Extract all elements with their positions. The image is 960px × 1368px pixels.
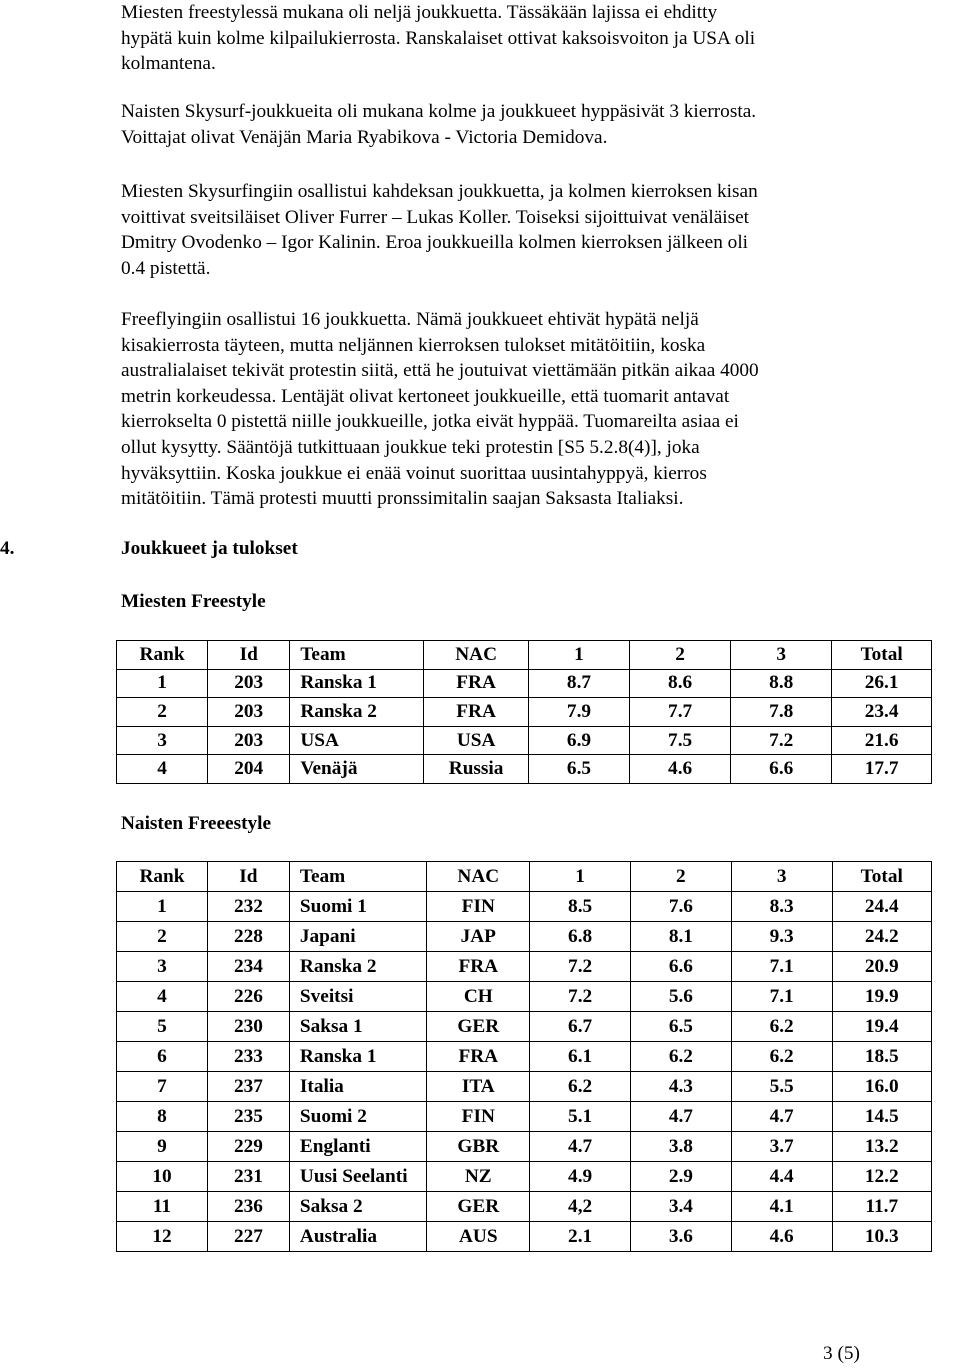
text-line: Voittajat olivat Venäjän Maria Ryabikova - Victoria Demidova. bbox=[121, 126, 608, 148]
table-cell: 16.0 bbox=[832, 1072, 931, 1102]
table-cell: JAP bbox=[427, 922, 530, 952]
table-cell: 7.5 bbox=[630, 726, 731, 755]
table-cell: 24.2 bbox=[832, 922, 931, 952]
table-cell: NZ bbox=[427, 1162, 530, 1192]
table-cell: 6.6 bbox=[731, 755, 832, 784]
table-cell: 7.1 bbox=[731, 952, 832, 982]
table-cell: 8.5 bbox=[530, 892, 631, 922]
table-cell: 9.3 bbox=[731, 922, 832, 952]
table-cell: 6.2 bbox=[530, 1072, 631, 1102]
text-line: australialaiset tekivät protestin siitä, että he joutuivat viettämään pitkän aikaa 4000 bbox=[121, 360, 759, 382]
table-row bbox=[117, 1222, 932, 1252]
table-cell: 230 bbox=[207, 1012, 289, 1042]
table-row bbox=[117, 1102, 932, 1132]
table-cell: 204 bbox=[208, 755, 290, 784]
table-cell: 1 bbox=[117, 669, 208, 698]
table-header-row bbox=[117, 862, 932, 892]
table-cell: 233 bbox=[207, 1042, 289, 1072]
table-row bbox=[117, 1042, 932, 1072]
table-cell: 19.4 bbox=[832, 1012, 931, 1042]
table-cell: 7.2 bbox=[530, 982, 631, 1012]
paragraph-women-skysurf-summary bbox=[121, 99, 881, 150]
table-cell: 4.4 bbox=[731, 1162, 832, 1192]
table-cell: GER bbox=[427, 1192, 530, 1222]
text-line: hypätä kuin kolme kilpailukierrosta. Ranskalaiset ottivat kaksoisvoiton ja USA oli bbox=[121, 27, 756, 49]
table-row bbox=[117, 755, 932, 784]
table-cell: Ranska 1 bbox=[290, 669, 424, 698]
table-cell: USA bbox=[290, 726, 424, 755]
table-cell: USA bbox=[424, 726, 529, 755]
table-cell: 235 bbox=[207, 1102, 289, 1132]
table-cell: 234 bbox=[207, 952, 289, 982]
column-header: NAC bbox=[427, 862, 530, 892]
text-line: metrin korkeudessa. Lentäjät olivat kertoneet joukkueille, että tuomarit antavat bbox=[121, 385, 730, 407]
table-cell: Ranska 2 bbox=[289, 952, 426, 982]
table-cell: 6.2 bbox=[630, 1042, 731, 1072]
men-freestyle-table bbox=[116, 640, 932, 784]
table-cell: 4.3 bbox=[630, 1072, 731, 1102]
table-cell: GER bbox=[427, 1012, 530, 1042]
table-cell: 10.3 bbox=[832, 1222, 931, 1252]
column-header: Team bbox=[290, 641, 424, 670]
table-cell: 6.1 bbox=[530, 1042, 631, 1072]
table-cell: 9 bbox=[117, 1132, 208, 1162]
column-header: Rank bbox=[117, 641, 208, 670]
table-cell: 4.6 bbox=[630, 755, 731, 784]
text-line: hyväksyttiin. Koska joukkue ei enää voinut suorittaa uusintahyppyä, kierros bbox=[121, 462, 707, 484]
table-cell: Suomi 1 bbox=[289, 892, 426, 922]
table-cell: FRA bbox=[427, 1042, 530, 1072]
table-cell: 8.6 bbox=[630, 669, 731, 698]
table-cell: AUS bbox=[427, 1222, 530, 1252]
text-line: Freeflyingiin osallistui 16 joukkuetta. Nämä joukkueet ehtivät hypätä neljä bbox=[121, 309, 699, 330]
table-cell: 2.1 bbox=[530, 1222, 631, 1252]
table-row bbox=[117, 1072, 932, 1102]
table-cell: 228 bbox=[207, 922, 289, 952]
table-cell: 3.7 bbox=[731, 1132, 832, 1162]
table-cell: 7.7 bbox=[630, 698, 731, 727]
women-freestyle-title: Naisten Freeestyle bbox=[121, 813, 272, 834]
table-row bbox=[117, 922, 932, 952]
table-row bbox=[117, 1132, 932, 1162]
table-cell: 237 bbox=[207, 1072, 289, 1102]
section-title: Joukkueet ja tulokset bbox=[121, 538, 298, 559]
table-cell: 6.5 bbox=[630, 1012, 731, 1042]
table-cell: Ranska 1 bbox=[289, 1042, 426, 1072]
table-cell: 5 bbox=[117, 1012, 208, 1042]
column-header: Id bbox=[207, 862, 289, 892]
table-cell: 2 bbox=[117, 922, 208, 952]
men-freestyle-title: Miesten Freestyle bbox=[121, 591, 266, 612]
table-cell: 21.6 bbox=[832, 726, 932, 755]
table-cell: 14.5 bbox=[832, 1102, 931, 1132]
table-cell: 4 bbox=[117, 755, 208, 784]
table-cell: 226 bbox=[207, 982, 289, 1012]
table-cell: 20.9 bbox=[832, 952, 931, 982]
column-header: Rank bbox=[117, 862, 208, 892]
table-cell: 4,2 bbox=[530, 1192, 631, 1222]
table-cell: FIN bbox=[427, 892, 530, 922]
table-cell: 26.1 bbox=[832, 669, 932, 698]
table-cell: GBR bbox=[427, 1132, 530, 1162]
table-cell: 18.5 bbox=[832, 1042, 931, 1072]
table-cell: Englanti bbox=[289, 1132, 426, 1162]
table-cell: 2 bbox=[117, 698, 208, 727]
table-cell: 11 bbox=[117, 1192, 208, 1222]
paragraph-men-freestyle-summary bbox=[121, 0, 881, 77]
table-header-row bbox=[117, 641, 932, 670]
table-cell: 8.8 bbox=[731, 669, 832, 698]
table-cell: 6.5 bbox=[528, 755, 629, 784]
table-row bbox=[117, 892, 932, 922]
paragraph-freeflying-summary bbox=[121, 307, 881, 512]
table-cell: 24.4 bbox=[832, 892, 931, 922]
table-row bbox=[117, 982, 932, 1012]
women-freestyle-table bbox=[116, 861, 932, 1252]
column-header: Id bbox=[208, 641, 290, 670]
column-header: Team bbox=[289, 862, 426, 892]
table-cell: 12 bbox=[117, 1222, 208, 1252]
text-line: 0.4 pistettä. bbox=[121, 257, 211, 279]
table-cell: 6.2 bbox=[731, 1012, 832, 1042]
column-header: NAC bbox=[424, 641, 529, 670]
table-cell: 4.9 bbox=[530, 1162, 631, 1192]
column-header: 1 bbox=[528, 641, 629, 670]
table-cell: 5.6 bbox=[630, 982, 731, 1012]
table-cell: 8.7 bbox=[528, 669, 629, 698]
table-row bbox=[117, 698, 932, 727]
table-cell: 6.2 bbox=[731, 1042, 832, 1072]
text-line: kierrokselta 0 pistettä niille joukkueille, jotka eivät hyppää. Tuomareilta asiaa ei bbox=[121, 411, 739, 433]
table-cell: 227 bbox=[207, 1222, 289, 1252]
table-cell: 3.8 bbox=[630, 1132, 731, 1162]
text-line: ollut kysytty. Sääntöjä tutkittuaan joukkue teki protestin [S5 5.2.8(4)], joka bbox=[121, 436, 700, 458]
table-cell: CH bbox=[427, 982, 530, 1012]
table-cell: 4 bbox=[117, 982, 208, 1012]
table-cell: 5.1 bbox=[530, 1102, 631, 1132]
table-cell: 231 bbox=[207, 1162, 289, 1192]
text-line: Dmitry Ovodenko – Igor Kalinin. Eroa joukkueilla kolmen kierroksen jälkeen oli bbox=[121, 232, 749, 254]
table-row bbox=[117, 1162, 932, 1192]
table-cell: Japani bbox=[289, 922, 426, 952]
table-cell: 6.7 bbox=[530, 1012, 631, 1042]
table-cell: 2.9 bbox=[630, 1162, 731, 1192]
page-number: 3 (5) bbox=[823, 1343, 860, 1364]
table-cell: 23.4 bbox=[832, 698, 932, 727]
table-cell: 6.9 bbox=[528, 726, 629, 755]
table-cell: Sveitsi bbox=[289, 982, 426, 1012]
table-cell: 236 bbox=[207, 1192, 289, 1222]
table-cell: 8.3 bbox=[731, 892, 832, 922]
table-cell: 203 bbox=[208, 726, 290, 755]
table-cell: 1 bbox=[117, 892, 208, 922]
table-cell: 17.7 bbox=[832, 755, 932, 784]
table-cell: 11.7 bbox=[832, 1192, 931, 1222]
table-cell: Saksa 2 bbox=[289, 1192, 426, 1222]
table-cell: 5.5 bbox=[731, 1072, 832, 1102]
column-header: Total bbox=[832, 641, 932, 670]
table-cell: 232 bbox=[207, 892, 289, 922]
table-cell: 13.2 bbox=[832, 1132, 931, 1162]
table-cell: 4.7 bbox=[630, 1102, 731, 1132]
table-cell: Russia bbox=[424, 755, 529, 784]
table-cell: 19.9 bbox=[832, 982, 931, 1012]
text-line: kisakierrosta täyteen, mutta neljännen kierroksen tulokset mitätöitiin, koska bbox=[121, 334, 706, 356]
table-cell: Suomi 2 bbox=[289, 1102, 426, 1132]
table-cell: ITA bbox=[427, 1072, 530, 1102]
table-cell: Venäjä bbox=[290, 755, 424, 784]
table-row bbox=[117, 952, 932, 982]
table-cell: Italia bbox=[289, 1072, 426, 1102]
table-cell: 4.7 bbox=[530, 1132, 631, 1162]
table-cell: 7.8 bbox=[731, 698, 832, 727]
women-freestyle-body bbox=[117, 862, 932, 1252]
table-cell: Ranska 2 bbox=[290, 698, 424, 727]
table-cell: 203 bbox=[208, 698, 290, 727]
table-cell: Saksa 1 bbox=[289, 1012, 426, 1042]
column-header: 3 bbox=[731, 641, 832, 670]
table-cell: FRA bbox=[427, 952, 530, 982]
table-cell: 3 bbox=[117, 726, 208, 755]
table-cell: FRA bbox=[424, 669, 529, 698]
table-cell: 10 bbox=[117, 1162, 208, 1192]
table-cell: 6.6 bbox=[630, 952, 731, 982]
section-number: 4. bbox=[0, 538, 15, 559]
text-line: mitätöitiin. Tämä protesti muutti pronssimitalin saajan Saksasta Italiaksi. bbox=[121, 488, 684, 510]
table-cell: 8 bbox=[117, 1102, 208, 1132]
table-cell: 7.6 bbox=[630, 892, 731, 922]
men-freestyle-body bbox=[117, 641, 932, 784]
table-cell: FRA bbox=[424, 698, 529, 727]
table-cell: 203 bbox=[208, 669, 290, 698]
text-line: Naisten Skysurf-joukkueita oli mukana kolme ja joukkueet hyppäsivät 3 kierrosta. bbox=[121, 101, 757, 122]
column-header: 2 bbox=[630, 862, 731, 892]
table-cell: 8.1 bbox=[630, 922, 731, 952]
text-line: voittivat sveitsiläiset Oliver Furrer – Lukas Koller. Toiseksi sijoittuivat venäläiset bbox=[121, 206, 750, 228]
table-cell: 3.6 bbox=[630, 1222, 731, 1252]
table-row bbox=[117, 669, 932, 698]
table-cell: 4.6 bbox=[731, 1222, 832, 1252]
column-header: Total bbox=[832, 862, 931, 892]
table-cell: 7.2 bbox=[731, 726, 832, 755]
table-cell: Uusi Seelanti bbox=[289, 1162, 426, 1192]
text-line: Miesten freestylessä mukana oli neljä joukkuetta. Tässäkään lajissa ei ehditty bbox=[121, 2, 718, 23]
table-cell: 6.8 bbox=[530, 922, 631, 952]
text-line: Miesten Skysurfingiin osallistui kahdeksan joukkuetta, ja kolmen kierroksen kisan bbox=[121, 181, 758, 202]
column-header: 1 bbox=[530, 862, 631, 892]
table-row bbox=[117, 1012, 932, 1042]
table-cell: 229 bbox=[207, 1132, 289, 1162]
table-cell: 12.2 bbox=[832, 1162, 931, 1192]
table-cell: 3 bbox=[117, 952, 208, 982]
table-row bbox=[117, 726, 932, 755]
table-cell: 7.1 bbox=[731, 982, 832, 1012]
column-header: 2 bbox=[630, 641, 731, 670]
table-cell: Australia bbox=[289, 1222, 426, 1252]
table-cell: FIN bbox=[427, 1102, 530, 1132]
table-cell: 3.4 bbox=[630, 1192, 731, 1222]
text-line: kolmantena. bbox=[121, 53, 216, 75]
table-cell: 7 bbox=[117, 1072, 208, 1102]
table-cell: 6 bbox=[117, 1042, 208, 1072]
table-cell: 4.7 bbox=[731, 1102, 832, 1132]
table-cell: 7.9 bbox=[528, 698, 629, 727]
table-cell: 7.2 bbox=[530, 952, 631, 982]
table-row bbox=[117, 1192, 932, 1222]
paragraph-men-skysurf-summary bbox=[121, 179, 881, 281]
column-header: 3 bbox=[731, 862, 832, 892]
table-cell: 4.1 bbox=[731, 1192, 832, 1222]
